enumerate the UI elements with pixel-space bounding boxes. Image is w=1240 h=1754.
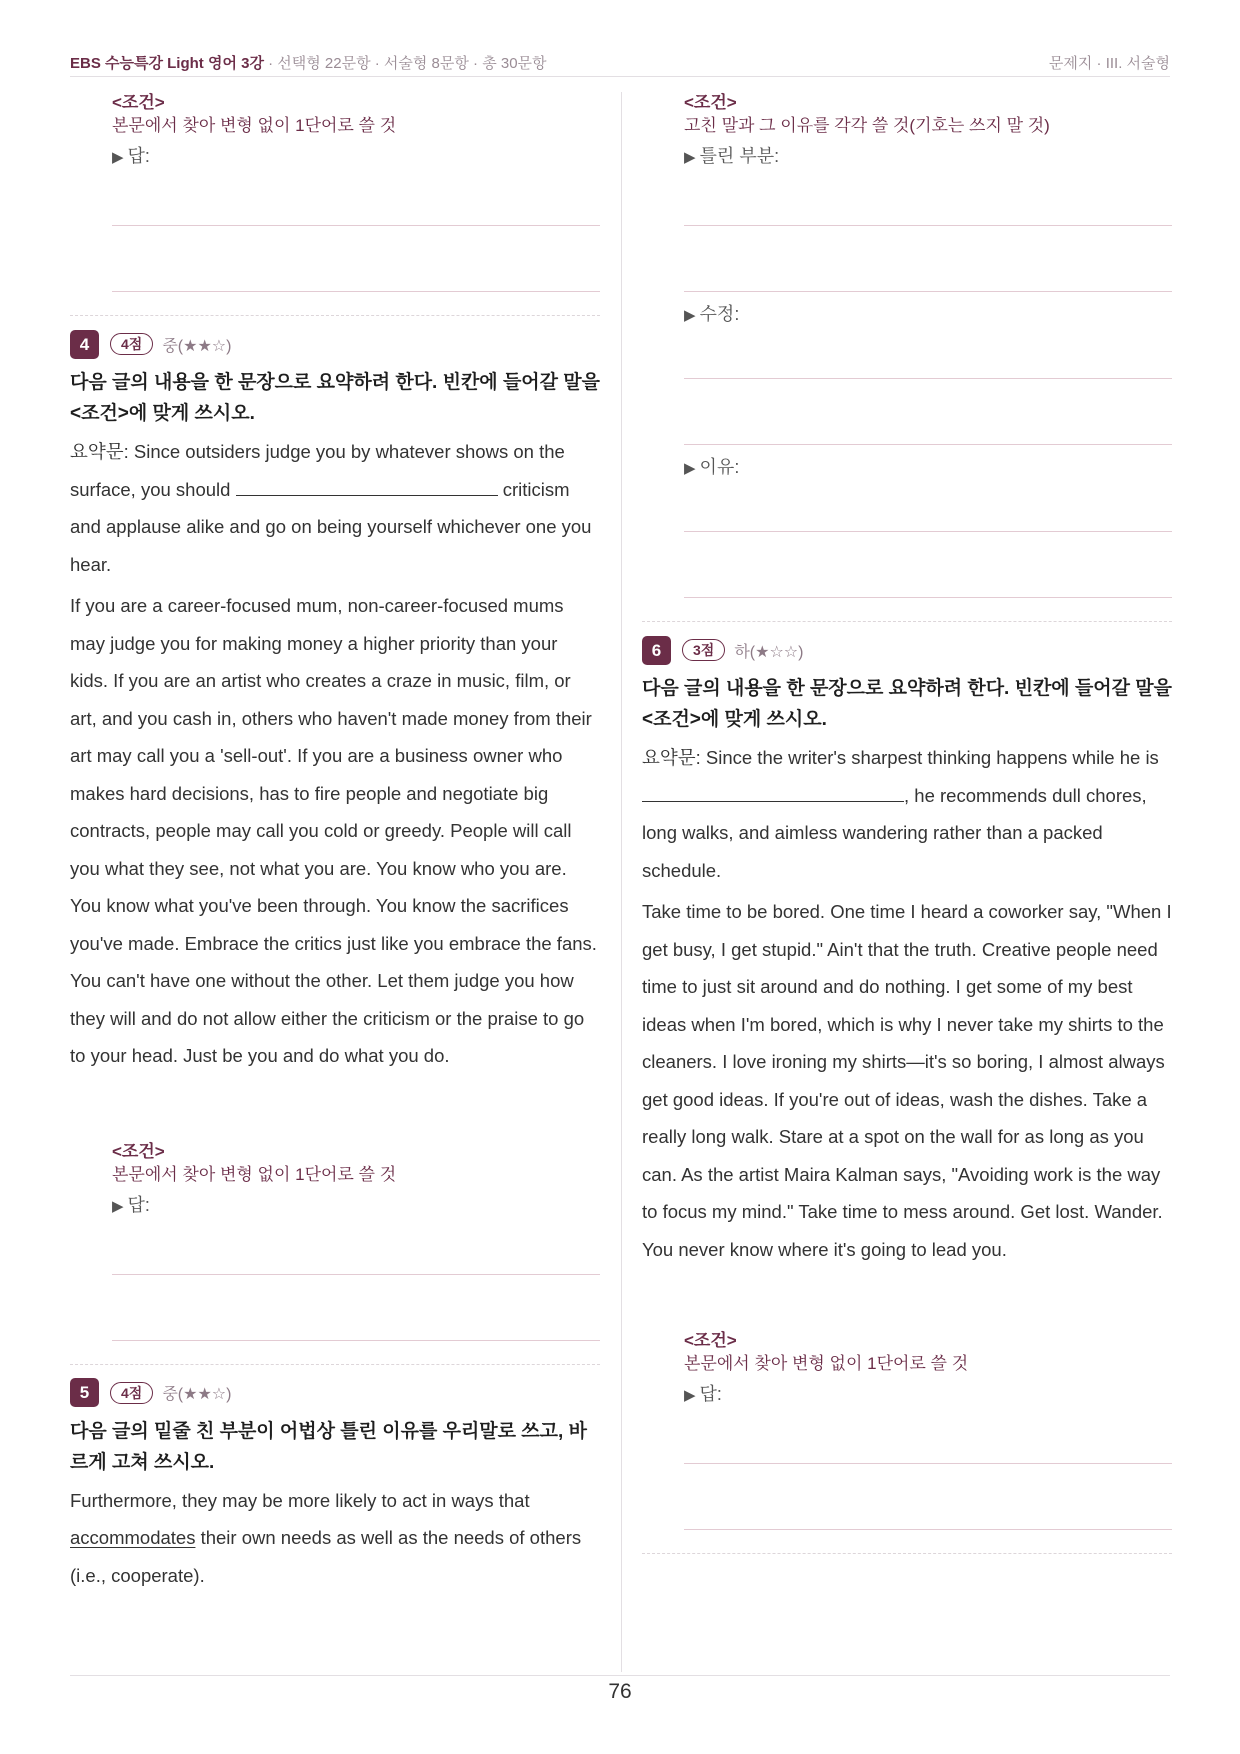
triangle-icon: ▶ bbox=[112, 149, 124, 166]
summary-before-blank: 요약문: Since outsiders judge you by whatever shows on the surface, you should bbox=[70, 441, 565, 500]
answer-line[interactable] bbox=[684, 597, 1172, 598]
wrong-part-text: 틀린 부분: bbox=[699, 146, 780, 166]
header-left bbox=[70, 52, 547, 73]
condition-title: <조건> bbox=[112, 1141, 165, 1161]
question-6 bbox=[642, 635, 1172, 1530]
condition-block-q5 bbox=[642, 92, 1172, 170]
question-5 bbox=[70, 1378, 600, 1595]
summary-after-blank: criticism and applause alike and go on being yourself whichever one you hear. bbox=[70, 478, 592, 575]
passage-before-underline: Furthermore, they may be more likely to act in ways that bbox=[70, 1489, 530, 1511]
reason-block bbox=[642, 455, 1172, 481]
question-separator bbox=[642, 621, 1172, 622]
answer-line[interactable] bbox=[684, 1463, 1172, 1464]
reason-label bbox=[684, 455, 1172, 481]
points-badge: 3점 bbox=[682, 639, 725, 661]
condition-block-prev bbox=[70, 92, 600, 170]
footer-rule bbox=[70, 1675, 1170, 1676]
answer-line[interactable] bbox=[684, 531, 1172, 532]
question-number: 5 bbox=[70, 1378, 99, 1407]
condition-text: 본문에서 찾아 변형 없이 1단어로 쓸 것 bbox=[112, 1164, 397, 1184]
condition-text: 본문에서 찾아 변형 없이 1단어로 쓸 것 bbox=[684, 1354, 969, 1373]
answer-line[interactable] bbox=[112, 1340, 600, 1341]
question-separator bbox=[70, 1364, 600, 1365]
points-badge: 4점 bbox=[110, 1382, 153, 1404]
answer-line[interactable] bbox=[684, 1529, 1172, 1530]
answer-line[interactable] bbox=[684, 225, 1172, 226]
answer-line[interactable] bbox=[684, 378, 1172, 379]
wrong-part-label bbox=[684, 144, 1172, 170]
triangle-icon: ▶ bbox=[684, 460, 696, 477]
difficulty-level: 중(★★☆) bbox=[162, 337, 232, 355]
summary-sentence bbox=[642, 739, 1172, 889]
answer-label bbox=[112, 1193, 600, 1219]
question-separator bbox=[642, 1553, 1172, 1554]
triangle-icon: ▶ bbox=[684, 1387, 696, 1404]
passage-text: Take time to be bored. One time I heard a coworker say, "When I get busy, I get stupid." Ain't that the truth. Creative people need time to just sit around and do nothing. I get some of my best ideas when I'm bored, which is why I never take my shirts to the cleaners. I love ironing my shirts—it's so boring, I almost always get good ideas. If you're out of ideas, wash the dishes. Take a really long walk. Stare at a spot on the wall for as long as you can. As the artist Maira Kalman says, "Avoiding work is the way to focus my mind." Take time to mess around. Get lost. Wander. You never know where it's going to lead you. bbox=[642, 901, 1172, 1260]
condition-block bbox=[642, 1330, 1172, 1408]
answer-prefix: 답: bbox=[699, 1384, 722, 1404]
page-number: 76 bbox=[608, 1680, 632, 1703]
correction-label bbox=[684, 302, 1172, 328]
question-instruction: 다음 글의 내용을 한 문장으로 요약하려 한다. 빈칸에 들어갈 말을 <조건>에 맞게 쓰시오. bbox=[70, 372, 600, 424]
condition-text: 본문에서 찾아 변형 없이 1단어로 쓸 것 bbox=[112, 116, 397, 135]
answer-line[interactable] bbox=[684, 444, 1172, 445]
left-column bbox=[70, 92, 600, 1594]
answer-line[interactable] bbox=[112, 1274, 600, 1275]
right-column bbox=[642, 92, 1172, 1554]
column-divider bbox=[621, 92, 622, 1672]
answer-line[interactable] bbox=[112, 225, 600, 226]
triangle-icon: ▶ bbox=[684, 307, 696, 324]
answer-label bbox=[684, 1382, 1172, 1408]
triangle-icon: ▶ bbox=[684, 149, 696, 166]
answer-prefix: 답: bbox=[127, 146, 150, 166]
question-4 bbox=[70, 329, 600, 1341]
difficulty-level: 하(★☆☆) bbox=[734, 643, 804, 661]
difficulty-level: 중(★★☆) bbox=[162, 1386, 232, 1403]
question-number: 4 bbox=[70, 330, 99, 359]
triangle-icon: ▶ bbox=[112, 1197, 124, 1215]
condition-title: <조건> bbox=[112, 93, 165, 112]
summary-before-blank: 요약문: Since the writer's sharpest thinking happens while he is bbox=[642, 747, 1159, 768]
question-header bbox=[70, 329, 600, 359]
correction-text: 수정: bbox=[699, 304, 740, 324]
summary-blank[interactable] bbox=[642, 783, 904, 802]
question-number: 6 bbox=[642, 636, 671, 665]
summary-after-blank: , he recommends dull chores, long walks, and aimless wandering rather than a packed schedule. bbox=[642, 784, 1147, 881]
header-info: · 선택형 22문항 · 서술형 8문항 · 총 30문항 bbox=[263, 55, 547, 72]
condition-block bbox=[70, 1141, 600, 1219]
page-header bbox=[70, 50, 1170, 77]
answer-line[interactable] bbox=[684, 291, 1172, 292]
question-header bbox=[70, 1378, 600, 1408]
question-instruction: 다음 글의 내용을 한 문장으로 요약하려 한다. 빈칸에 들어갈 말을 <조건>에 맞게 쓰시오. bbox=[642, 678, 1172, 730]
passage-after-underline: their own needs as well as the needs of others (i.e., cooperate). bbox=[70, 1527, 582, 1586]
question-separator bbox=[70, 315, 600, 316]
summary-sentence bbox=[70, 433, 600, 583]
underlined-word: accommodates bbox=[70, 1527, 196, 1548]
condition-title: <조건> bbox=[684, 1331, 737, 1350]
question-header bbox=[642, 635, 1172, 665]
question-instruction: 다음 글의 밑줄 친 부분이 어법상 틀린 이유를 우리말로 쓰고, 바르게 고쳐 쓰시오. bbox=[70, 1420, 587, 1473]
correction-block bbox=[642, 302, 1172, 328]
header-section: 문제지 · III. 서술형 bbox=[1048, 55, 1170, 72]
header-brand: EBS 수능특강 Light 영어 3강 bbox=[70, 55, 264, 72]
condition-title: <조건> bbox=[684, 93, 737, 112]
answer-label bbox=[112, 144, 600, 170]
answer-line[interactable] bbox=[112, 291, 600, 292]
passage-text: If you are a career-focused mum, non-career-focused mums may judge you for making money a higher priority than your kids. If you are an artist who creates a craze in music, film, or art, and you cash in, others who haven't made money from their art may call you a 'sell-out'. If you are a business owner who makes hard decisions, has to fire people and negotiate big contracts, people may call you cold or greedy. People will call you what they see, not what you are. You know who you are. You know what you've been through. You know the sacrifices you've made. Embrace the critics just like you embrace the fans. You can't have one without the other. Let them judge you how they will and do not allow either the criticism or the praise to go to your head. Just be you and do what you do. bbox=[70, 595, 597, 1066]
answer-prefix: 답: bbox=[127, 1194, 150, 1215]
summary-blank[interactable] bbox=[236, 477, 498, 496]
reason-text: 이유: bbox=[699, 457, 740, 477]
points-badge: 4점 bbox=[110, 333, 153, 355]
passage-text bbox=[70, 1482, 600, 1595]
condition-text: 고친 말과 그 이유를 각각 쓸 것(기호는 쓰지 말 것) bbox=[684, 116, 1050, 135]
